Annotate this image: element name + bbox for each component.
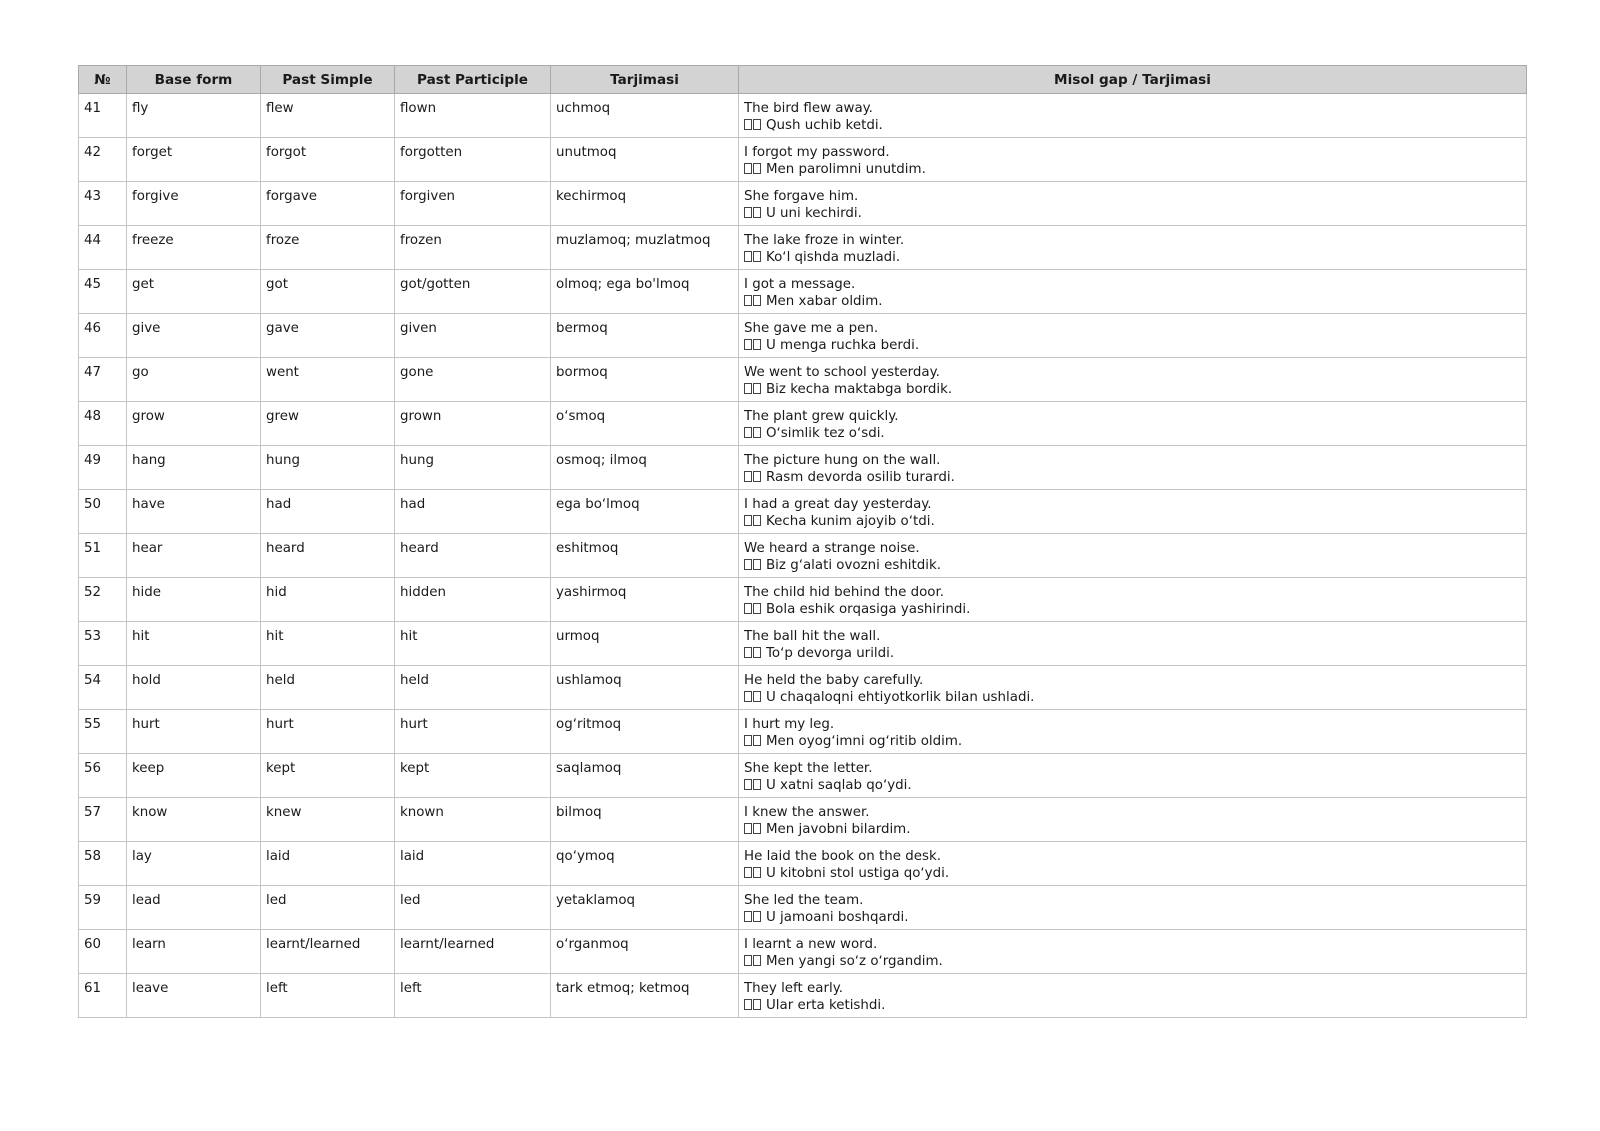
example-uzbek-line bbox=[744, 645, 1521, 662]
uzbekistan-flag-icon bbox=[744, 821, 762, 838]
cell-base-form: hide bbox=[127, 578, 261, 622]
cell-past-participle: left bbox=[395, 974, 551, 1018]
uzbekistan-flag-icon bbox=[744, 249, 762, 266]
table-header bbox=[79, 66, 1527, 94]
cell-number: 52 bbox=[79, 578, 127, 622]
cell-base-form: go bbox=[127, 358, 261, 402]
example-uzbek: Bola eshik orqasiga yashirindi. bbox=[766, 602, 971, 617]
table-body bbox=[79, 94, 1527, 1018]
cell-number: 55 bbox=[79, 710, 127, 754]
table-row bbox=[79, 270, 1527, 314]
cell-number: 41 bbox=[79, 94, 127, 138]
example-english: I forgot my password. bbox=[744, 145, 890, 160]
table-row bbox=[79, 534, 1527, 578]
example-uzbek: Oʻsimlik tez oʻsdi. bbox=[766, 426, 885, 441]
table-row bbox=[79, 314, 1527, 358]
cell-past-participle: frozen bbox=[395, 226, 551, 270]
cell-past-simple: laid bbox=[261, 842, 395, 886]
example-english: The bird flew away. bbox=[744, 101, 873, 116]
uzbekistan-flag-icon bbox=[744, 601, 762, 618]
example-uzbek-line bbox=[744, 689, 1521, 706]
cell-example bbox=[739, 710, 1527, 754]
cell-example bbox=[739, 182, 1527, 226]
example-uzbek-line bbox=[744, 425, 1521, 442]
example-uzbek-line bbox=[744, 337, 1521, 354]
cell-translation: bermoq bbox=[551, 314, 739, 358]
example-uzbek-line bbox=[744, 733, 1521, 750]
cell-number: 56 bbox=[79, 754, 127, 798]
cell-past-participle: hit bbox=[395, 622, 551, 666]
cell-translation: kechirmoq bbox=[551, 182, 739, 226]
cell-base-form: lay bbox=[127, 842, 261, 886]
cell-translation: bormoq bbox=[551, 358, 739, 402]
uzbekistan-flag-icon bbox=[744, 381, 762, 398]
example-english: I had a great day yesterday. bbox=[744, 497, 932, 512]
table-row bbox=[79, 886, 1527, 930]
example-english: She gave me a pen. bbox=[744, 321, 879, 336]
example-uzbek: Ular erta ketishdi. bbox=[766, 998, 886, 1013]
cell-past-simple: went bbox=[261, 358, 395, 402]
cell-number: 48 bbox=[79, 402, 127, 446]
cell-number: 61 bbox=[79, 974, 127, 1018]
table-row bbox=[79, 138, 1527, 182]
cell-number: 58 bbox=[79, 842, 127, 886]
cell-number: 50 bbox=[79, 490, 127, 534]
cell-base-form: give bbox=[127, 314, 261, 358]
example-uzbek-line bbox=[744, 381, 1521, 398]
cell-past-simple: grew bbox=[261, 402, 395, 446]
cell-past-simple: froze bbox=[261, 226, 395, 270]
cell-number: 60 bbox=[79, 930, 127, 974]
uzbekistan-flag-icon bbox=[744, 689, 762, 706]
cell-base-form: forgive bbox=[127, 182, 261, 226]
uzbekistan-flag-icon bbox=[744, 425, 762, 442]
cell-example bbox=[739, 138, 1527, 182]
example-uzbek-line bbox=[744, 953, 1521, 970]
example-uzbek: U xatni saqlab qoʻydi. bbox=[766, 778, 912, 793]
cell-past-participle: got/gotten bbox=[395, 270, 551, 314]
example-english: I learnt a new word. bbox=[744, 937, 878, 952]
cell-example bbox=[739, 798, 1527, 842]
uzbekistan-flag-icon bbox=[744, 293, 762, 310]
example-english: The lake froze in winter. bbox=[744, 233, 905, 248]
table-row bbox=[79, 490, 1527, 534]
cell-example bbox=[739, 534, 1527, 578]
table-row bbox=[79, 446, 1527, 490]
cell-past-simple: had bbox=[261, 490, 395, 534]
example-uzbek-line bbox=[744, 161, 1521, 178]
table-row bbox=[79, 754, 1527, 798]
cell-past-participle: forgiven bbox=[395, 182, 551, 226]
cell-past-participle: given bbox=[395, 314, 551, 358]
cell-past-simple: hung bbox=[261, 446, 395, 490]
cell-translation: unutmoq bbox=[551, 138, 739, 182]
cell-base-form: grow bbox=[127, 402, 261, 446]
example-english: She forgave him. bbox=[744, 189, 859, 204]
cell-example bbox=[739, 314, 1527, 358]
example-english: He laid the book on the desk. bbox=[744, 849, 941, 864]
cell-example bbox=[739, 358, 1527, 402]
header-base-form: Base form bbox=[127, 66, 261, 94]
header-past-participle: Past Participle bbox=[395, 66, 551, 94]
cell-translation: yashirmoq bbox=[551, 578, 739, 622]
cell-past-participle: hurt bbox=[395, 710, 551, 754]
cell-example bbox=[739, 666, 1527, 710]
table-row bbox=[79, 622, 1527, 666]
cell-example bbox=[739, 930, 1527, 974]
example-uzbek: U kitobni stol ustiga qoʻydi. bbox=[766, 866, 950, 881]
cell-translation: ushlamoq bbox=[551, 666, 739, 710]
example-english: The child hid behind the door. bbox=[744, 585, 945, 600]
cell-translation: yetaklamoq bbox=[551, 886, 739, 930]
example-uzbek: Men oyogʻimni ogʻritib oldim. bbox=[766, 734, 963, 749]
cell-base-form: lead bbox=[127, 886, 261, 930]
example-english: We heard a strange noise. bbox=[744, 541, 920, 556]
example-uzbek: Kecha kunim ajoyib oʻtdi. bbox=[766, 514, 935, 529]
cell-translation: ogʻritmoq bbox=[551, 710, 739, 754]
cell-example bbox=[739, 886, 1527, 930]
example-uzbek-line bbox=[744, 293, 1521, 310]
cell-example bbox=[739, 622, 1527, 666]
uzbekistan-flag-icon bbox=[744, 205, 762, 222]
cell-past-simple: got bbox=[261, 270, 395, 314]
cell-translation: uchmoq bbox=[551, 94, 739, 138]
uzbekistan-flag-icon bbox=[744, 161, 762, 178]
cell-translation: bilmoq bbox=[551, 798, 739, 842]
cell-translation: saqlamoq bbox=[551, 754, 739, 798]
example-uzbek: Qush uchib ketdi. bbox=[766, 118, 883, 133]
example-english: She led the team. bbox=[744, 893, 864, 908]
cell-base-form: know bbox=[127, 798, 261, 842]
example-english: They left early. bbox=[744, 981, 843, 996]
cell-base-form: fly bbox=[127, 94, 261, 138]
example-uzbek-line bbox=[744, 249, 1521, 266]
example-uzbek: U menga ruchka berdi. bbox=[766, 338, 920, 353]
example-uzbek-line bbox=[744, 909, 1521, 926]
cell-base-form: hit bbox=[127, 622, 261, 666]
cell-number: 45 bbox=[79, 270, 127, 314]
cell-translation: olmoq; ega bo'lmoq bbox=[551, 270, 739, 314]
example-uzbek: Biz gʻalati ovozni eshitdik. bbox=[766, 558, 942, 573]
example-uzbek-line bbox=[744, 117, 1521, 134]
cell-base-form: freeze bbox=[127, 226, 261, 270]
cell-base-form: get bbox=[127, 270, 261, 314]
cell-past-simple: flew bbox=[261, 94, 395, 138]
cell-example bbox=[739, 270, 1527, 314]
cell-translation: muzlamoq; muzlatmoq bbox=[551, 226, 739, 270]
example-uzbek: U jamoani boshqardi. bbox=[766, 910, 909, 925]
example-uzbek: Toʻp devorga urildi. bbox=[766, 646, 895, 661]
example-uzbek-line bbox=[744, 469, 1521, 486]
cell-translation: oʻrganmoq bbox=[551, 930, 739, 974]
table-row bbox=[79, 666, 1527, 710]
uzbekistan-flag-icon bbox=[744, 953, 762, 970]
cell-past-simple: hit bbox=[261, 622, 395, 666]
example-uzbek-line bbox=[744, 997, 1521, 1014]
example-uzbek-line bbox=[744, 821, 1521, 838]
example-uzbek: Men javobni bilardim. bbox=[766, 822, 911, 837]
cell-base-form: hold bbox=[127, 666, 261, 710]
cell-base-form: hurt bbox=[127, 710, 261, 754]
cell-number: 44 bbox=[79, 226, 127, 270]
cell-example bbox=[739, 490, 1527, 534]
uzbekistan-flag-icon bbox=[744, 645, 762, 662]
cell-base-form: learn bbox=[127, 930, 261, 974]
example-english: He held the baby carefully. bbox=[744, 673, 924, 688]
cell-past-participle: held bbox=[395, 666, 551, 710]
cell-past-participle: forgotten bbox=[395, 138, 551, 182]
header-translation: Tarjimasi bbox=[551, 66, 739, 94]
cell-translation: ega boʻlmoq bbox=[551, 490, 739, 534]
example-english: I hurt my leg. bbox=[744, 717, 835, 732]
example-uzbek: Rasm devorda osilib turardi. bbox=[766, 470, 955, 485]
cell-translation: eshitmoq bbox=[551, 534, 739, 578]
example-uzbek: U uni kechirdi. bbox=[766, 206, 862, 221]
document-page bbox=[78, 65, 1526, 1018]
cell-example bbox=[739, 754, 1527, 798]
example-uzbek: Men xabar oldim. bbox=[766, 294, 883, 309]
example-uzbek: Men yangi soʻz oʻrgandim. bbox=[766, 954, 943, 969]
example-uzbek-line bbox=[744, 777, 1521, 794]
cell-example bbox=[739, 402, 1527, 446]
table-row bbox=[79, 798, 1527, 842]
irregular-verbs-table bbox=[78, 65, 1527, 1018]
cell-past-participle: hidden bbox=[395, 578, 551, 622]
uzbekistan-flag-icon bbox=[744, 997, 762, 1014]
uzbekistan-flag-icon bbox=[744, 865, 762, 882]
cell-base-form: keep bbox=[127, 754, 261, 798]
cell-past-simple: hurt bbox=[261, 710, 395, 754]
uzbekistan-flag-icon bbox=[744, 733, 762, 750]
cell-past-simple: kept bbox=[261, 754, 395, 798]
cell-base-form: leave bbox=[127, 974, 261, 1018]
header-past-simple: Past Simple bbox=[261, 66, 395, 94]
uzbekistan-flag-icon bbox=[744, 777, 762, 794]
example-english: The plant grew quickly. bbox=[744, 409, 899, 424]
cell-number: 57 bbox=[79, 798, 127, 842]
cell-example bbox=[739, 94, 1527, 138]
uzbekistan-flag-icon bbox=[744, 909, 762, 926]
uzbekistan-flag-icon bbox=[744, 337, 762, 354]
table-row bbox=[79, 930, 1527, 974]
example-english: The ball hit the wall. bbox=[744, 629, 881, 644]
uzbekistan-flag-icon bbox=[744, 117, 762, 134]
cell-past-simple: led bbox=[261, 886, 395, 930]
cell-past-participle: hung bbox=[395, 446, 551, 490]
uzbekistan-flag-icon bbox=[744, 557, 762, 574]
table-row bbox=[79, 578, 1527, 622]
cell-past-simple: held bbox=[261, 666, 395, 710]
cell-past-participle: learnt/learned bbox=[395, 930, 551, 974]
cell-past-simple: forgot bbox=[261, 138, 395, 182]
cell-past-simple: left bbox=[261, 974, 395, 1018]
cell-number: 47 bbox=[79, 358, 127, 402]
cell-past-participle: flown bbox=[395, 94, 551, 138]
cell-number: 46 bbox=[79, 314, 127, 358]
header-number: № bbox=[79, 66, 127, 94]
example-english: The picture hung on the wall. bbox=[744, 453, 941, 468]
cell-translation: qoʻymoq bbox=[551, 842, 739, 886]
cell-past-participle: grown bbox=[395, 402, 551, 446]
cell-number: 51 bbox=[79, 534, 127, 578]
uzbekistan-flag-icon bbox=[744, 469, 762, 486]
table-row bbox=[79, 842, 1527, 886]
table-row bbox=[79, 710, 1527, 754]
cell-past-simple: knew bbox=[261, 798, 395, 842]
example-english: She kept the letter. bbox=[744, 761, 873, 776]
table-row bbox=[79, 94, 1527, 138]
cell-number: 49 bbox=[79, 446, 127, 490]
cell-example bbox=[739, 578, 1527, 622]
cell-past-participle: laid bbox=[395, 842, 551, 886]
example-english: We went to school yesterday. bbox=[744, 365, 940, 380]
cell-base-form: hear bbox=[127, 534, 261, 578]
example-uzbek-line bbox=[744, 205, 1521, 222]
example-uzbek-line bbox=[744, 513, 1521, 530]
cell-past-simple: gave bbox=[261, 314, 395, 358]
cell-number: 53 bbox=[79, 622, 127, 666]
cell-translation: tark etmoq; ketmoq bbox=[551, 974, 739, 1018]
example-uzbek-line bbox=[744, 601, 1521, 618]
cell-base-form: hang bbox=[127, 446, 261, 490]
cell-base-form: forget bbox=[127, 138, 261, 182]
example-uzbek: Biz kecha maktabga bordik. bbox=[766, 382, 953, 397]
cell-example bbox=[739, 446, 1527, 490]
example-english: I got a message. bbox=[744, 277, 856, 292]
cell-past-participle: led bbox=[395, 886, 551, 930]
example-english: I knew the answer. bbox=[744, 805, 870, 820]
cell-past-simple: hid bbox=[261, 578, 395, 622]
cell-example bbox=[739, 226, 1527, 270]
cell-number: 42 bbox=[79, 138, 127, 182]
cell-past-participle: kept bbox=[395, 754, 551, 798]
cell-translation: urmoq bbox=[551, 622, 739, 666]
cell-past-participle: had bbox=[395, 490, 551, 534]
header-row bbox=[79, 66, 1527, 94]
example-uzbek: U chaqaloqni ehtiyotkorlik bilan ushladi. bbox=[766, 690, 1035, 705]
cell-translation: oʻsmoq bbox=[551, 402, 739, 446]
cell-past-participle: heard bbox=[395, 534, 551, 578]
uzbekistan-flag-icon bbox=[744, 513, 762, 530]
example-uzbek: Men parolimni unutdim. bbox=[766, 162, 926, 177]
cell-base-form: have bbox=[127, 490, 261, 534]
cell-translation: osmoq; ilmoq bbox=[551, 446, 739, 490]
table-row bbox=[79, 226, 1527, 270]
example-uzbek-line bbox=[744, 865, 1521, 882]
cell-past-simple: heard bbox=[261, 534, 395, 578]
cell-number: 54 bbox=[79, 666, 127, 710]
example-uzbek-line bbox=[744, 557, 1521, 574]
cell-past-simple: learnt/learned bbox=[261, 930, 395, 974]
cell-example bbox=[739, 842, 1527, 886]
example-uzbek: Koʻl qishda muzladi. bbox=[766, 250, 901, 265]
cell-past-participle: known bbox=[395, 798, 551, 842]
table-row bbox=[79, 402, 1527, 446]
header-example: Misol gap / Tarjimasi bbox=[739, 66, 1527, 94]
cell-number: 43 bbox=[79, 182, 127, 226]
cell-example bbox=[739, 974, 1527, 1018]
table-row bbox=[79, 358, 1527, 402]
cell-past-participle: gone bbox=[395, 358, 551, 402]
cell-number: 59 bbox=[79, 886, 127, 930]
table-row bbox=[79, 182, 1527, 226]
table-row bbox=[79, 974, 1527, 1018]
cell-past-simple: forgave bbox=[261, 182, 395, 226]
